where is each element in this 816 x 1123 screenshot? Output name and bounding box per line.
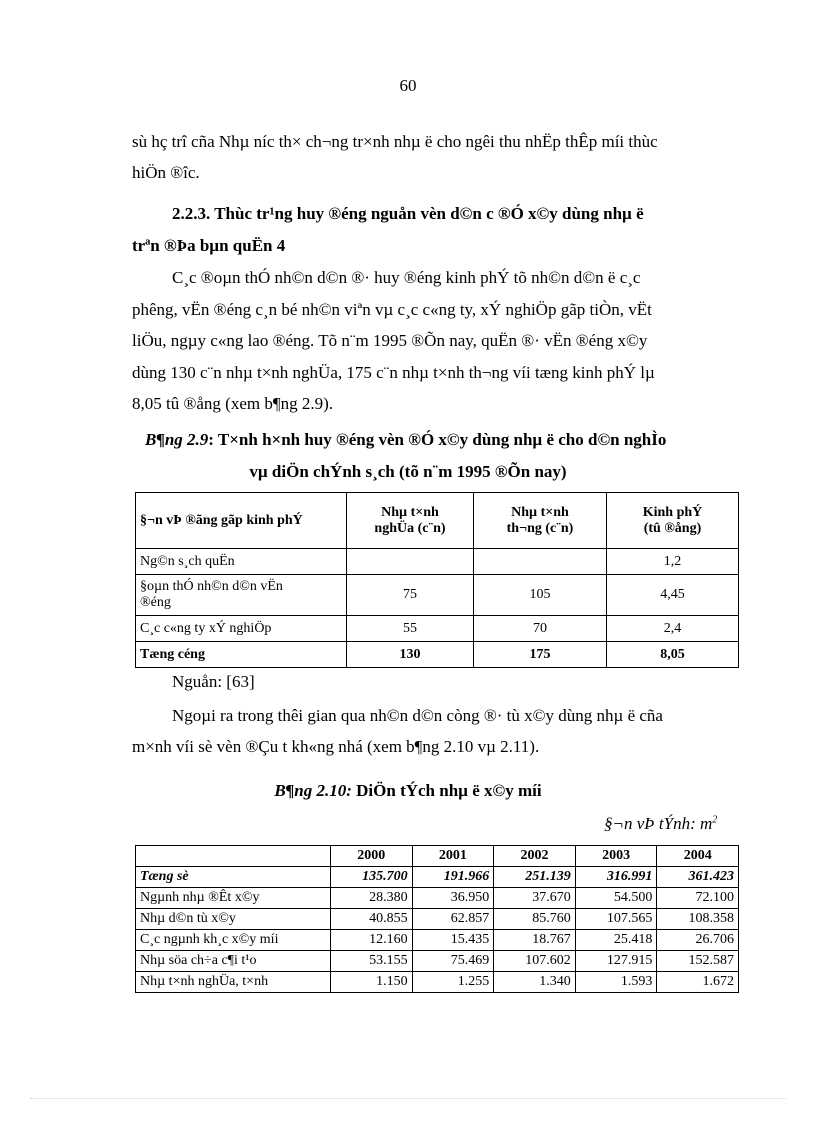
table2-cell: 152.587 bbox=[657, 951, 739, 972]
table1-header-kinh-phi bbox=[607, 493, 739, 549]
table2-cell: 127.915 bbox=[575, 951, 657, 972]
table2-header-year: 2003 bbox=[575, 846, 657, 867]
table1-header-tinh-thuong bbox=[474, 493, 607, 549]
table-row bbox=[136, 888, 739, 909]
table1-cell-unit: Tæng céng bbox=[136, 642, 347, 668]
intro-line-2: hiÖn ®îc. bbox=[132, 163, 200, 182]
table2-cell: 26.706 bbox=[657, 930, 739, 951]
table1-header-tinh-nghia bbox=[347, 493, 474, 549]
table2-cell: 85.760 bbox=[494, 909, 576, 930]
table2-cell: 1.672 bbox=[657, 972, 739, 993]
para2-line-2: m×nh víi sè vèn ®Çu t kh«ng nhá (xem b¶ng 2.10 vµ 2.11). bbox=[132, 737, 540, 756]
table2-cell: 1.255 bbox=[412, 972, 494, 993]
table2-unit-note bbox=[604, 814, 717, 834]
table2-cell: 18.767 bbox=[494, 930, 576, 951]
table1-caption-line-2: vµ diÖn chÝnh s¸ch (tõ n¨m 1995 ®Õn nay) bbox=[249, 462, 567, 481]
table1-cell-tinh-nghia: 130 bbox=[347, 642, 474, 668]
table-row bbox=[136, 972, 739, 993]
table2-cell: 12.160 bbox=[331, 930, 413, 951]
table1-caption-line-1 bbox=[145, 430, 666, 450]
table2-cell: 108.358 bbox=[657, 909, 739, 930]
table-2-9 bbox=[135, 492, 739, 668]
table2-cell: 75.469 bbox=[412, 951, 494, 972]
page-bottom-divider bbox=[30, 1098, 786, 1099]
table2-cell: 62.857 bbox=[412, 909, 494, 930]
table2-cell: 15.435 bbox=[412, 930, 494, 951]
table-row-total bbox=[136, 867, 739, 888]
table2-cell: 251.139 bbox=[494, 867, 576, 888]
table1-cell-tinh-thuong: 105 bbox=[474, 575, 607, 616]
table2-cell: 1.593 bbox=[575, 972, 657, 993]
table1-cell-kinh-phi: 2,4 bbox=[607, 616, 739, 642]
table2-cell: 135.700 bbox=[331, 867, 413, 888]
table2-row-label: Nhµ t×nh nghÜa, t×nh bbox=[136, 972, 331, 993]
table-2-10 bbox=[135, 845, 739, 993]
table2-row-label: C¸c ngµnh kh¸c x©y míi bbox=[136, 930, 331, 951]
table2-row-label: Tæng sè bbox=[136, 867, 331, 888]
body-line-1: C¸c ®oµn thÓ nh©n d©n ®· huy ®éng kinh phÝ tõ nh©n d©n ë c¸c bbox=[172, 268, 641, 287]
table2-cell: 40.855 bbox=[331, 909, 413, 930]
table-row bbox=[136, 616, 739, 642]
table-row bbox=[136, 909, 739, 930]
table2-cell: 1.340 bbox=[494, 972, 576, 993]
table2-cell: 107.565 bbox=[575, 909, 657, 930]
table2-header-row bbox=[136, 846, 739, 867]
body-line-2: phêng, vËn ®éng c¸n bé nh©n viªn vµ c¸c c«ng ty, xÝ nghiÖp gãp tiÒn, vËt bbox=[132, 300, 652, 319]
table1-header-tinh-thuong-l1: Nhµ t×nh bbox=[511, 504, 569, 520]
table1-header-kinh-phi-l1: Kinh phÝ bbox=[642, 504, 703, 520]
table1-cell-tinh-nghia: 55 bbox=[347, 616, 474, 642]
table2-cell: 54.500 bbox=[575, 888, 657, 909]
table1-caption-label: B¶ng 2.9 bbox=[145, 430, 209, 449]
table1-cell-tinh-thuong: 70 bbox=[474, 616, 607, 642]
table1-header-unit: §¬n vÞ ®ãng gãp kinh phÝ bbox=[136, 493, 347, 549]
body-line-5: 8,05 tû ®ång (xem b¶ng 2.9). bbox=[132, 394, 333, 413]
table1-cell-unit-l2: ®éng bbox=[140, 595, 171, 610]
table1-cell-tinh-nghia bbox=[347, 549, 474, 575]
section-title-line-2: trªn ®Þa bµn quËn 4 bbox=[132, 236, 286, 255]
table2-cell: 1.150 bbox=[331, 972, 413, 993]
table2-row-label: Ngµnh nhµ ®Êt x©y bbox=[136, 888, 331, 909]
para2-line-1: Ngoµi ra trong thêi gian qua nh©n d©n còng ®· tù x©y dùng nhµ ë cña bbox=[172, 706, 663, 725]
table2-header-blank bbox=[136, 846, 331, 867]
table1-cell-kinh-phi: 4,45 bbox=[607, 575, 739, 616]
table2-caption-text: DiÖn tÝch nhµ ë x©y míi bbox=[351, 781, 542, 800]
table2-cell: 107.602 bbox=[494, 951, 576, 972]
table2-header-year: 2000 bbox=[331, 846, 413, 867]
table2-header-year: 2002 bbox=[494, 846, 576, 867]
table2-cell: 361.423 bbox=[657, 867, 739, 888]
table2-header-year: 2004 bbox=[657, 846, 739, 867]
table1-cell-kinh-phi: 1,2 bbox=[607, 549, 739, 575]
table2-cell: 37.670 bbox=[494, 888, 576, 909]
table2-cell: 28.380 bbox=[331, 888, 413, 909]
table2-unit-sup: 2 bbox=[712, 814, 718, 826]
table1-cell-kinh-phi: 8,05 bbox=[607, 642, 739, 668]
table1-cell-unit bbox=[136, 575, 347, 616]
table2-unit-note-text: §¬n vÞ tÝnh: m bbox=[604, 814, 713, 833]
table-row bbox=[136, 575, 739, 616]
table-row bbox=[136, 930, 739, 951]
body-line-3: liÖu, ngµy c«ng lao ®éng. Tõ n¨m 1995 ®Õn nay, quËn ®· vËn ®éng x©y bbox=[132, 331, 648, 350]
table2-caption-label: B¶ng 2.10: bbox=[274, 781, 352, 800]
table1-header-tinh-nghia-l2: nghÜa (c¨n) bbox=[374, 520, 446, 536]
section-title-line-1: 2.2.3. Thùc tr¹ng huy ®éng nguån vèn d©n c ®Ó x©y dùng nhµ ë bbox=[172, 204, 644, 223]
table1-header-tinh-nghia-l1: Nhµ t×nh bbox=[381, 504, 439, 520]
table-row bbox=[136, 951, 739, 972]
intro-line-1: sù hç trî cña Nhµ níc th× ch¬ng tr×nh nhµ ë cho ngêi thu nhËp thÊp míi thùc bbox=[132, 132, 658, 151]
body-line-4: dùng 130 c¨n nhµ t×nh nghÜa, 175 c¨n nhµ t×nh th¬ng víi tæng kinh phÝ lµ bbox=[132, 363, 655, 382]
table2-caption bbox=[0, 781, 816, 801]
table1-cell-unit: C¸c c«ng ty xÝ nghiÖp bbox=[136, 616, 347, 642]
table2-cell: 25.418 bbox=[575, 930, 657, 951]
table2-row-label: Nhµ d©n tù x©y bbox=[136, 909, 331, 930]
table2-cell: 36.950 bbox=[412, 888, 494, 909]
table1-cell-unit: Ng©n s¸ch quËn bbox=[136, 549, 347, 575]
table2-header-year: 2001 bbox=[412, 846, 494, 867]
table1-caption-text: : T×nh h×nh huy ®éng vèn ®Ó x©y dùng nhµ ë cho d©n nghÌo bbox=[208, 430, 667, 449]
table1-cell-tinh-thuong: 175 bbox=[474, 642, 607, 668]
table1-cell-unit-l1: §oµn thÓ nh©n d©n vËn bbox=[140, 579, 283, 594]
table1-header-kinh-phi-l2: (tû ®ång) bbox=[643, 520, 702, 536]
table2-cell: 72.100 bbox=[657, 888, 739, 909]
table-row bbox=[136, 549, 739, 575]
table2-cell: 191.966 bbox=[412, 867, 494, 888]
table1-cell-tinh-thuong bbox=[474, 549, 607, 575]
page-number: 60 bbox=[399, 76, 417, 95]
table1-cell-tinh-nghia: 75 bbox=[347, 575, 474, 616]
table2-cell: 316.991 bbox=[575, 867, 657, 888]
table-row-total bbox=[136, 642, 739, 668]
table1-source: Nguån: [63] bbox=[172, 672, 255, 691]
table1-header-tinh-thuong-l2: th¬ng (c¨n) bbox=[506, 520, 574, 536]
table2-row-label: Nhµ söa ch÷a c¶i t¹o bbox=[136, 951, 331, 972]
table2-cell: 53.155 bbox=[331, 951, 413, 972]
